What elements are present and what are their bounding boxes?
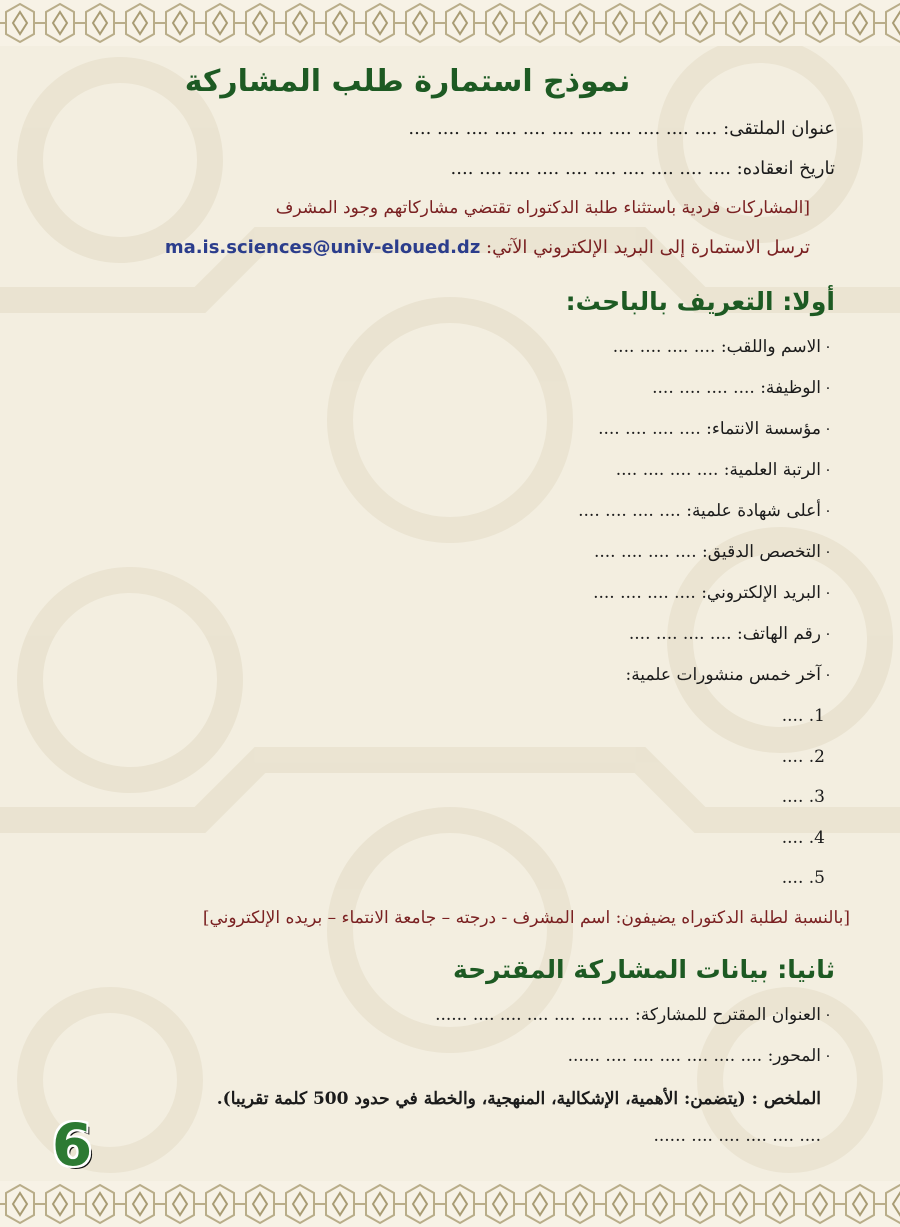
send-email-line (40, 227, 835, 269)
form-field-item (40, 491, 835, 532)
top-ornament-border (0, 0, 900, 46)
field-label: أعلى شهادة علمية: (686, 501, 821, 521)
bullet-icon: · (825, 1007, 831, 1024)
field-dots: .... .... .... .... .... .... .... .... .... .... .... (408, 118, 718, 139)
bullet-icon: · (825, 586, 831, 602)
bullet-icon: · (825, 340, 831, 356)
page-number: 6 (51, 1111, 93, 1179)
field-dots: .... .... .... .... .... .... ...... (567, 1045, 763, 1066)
email-link[interactable]: ma.is.sciences@univ-eloued.dz (164, 237, 481, 258)
form-field-item (40, 995, 835, 1036)
bullet-icon: · (825, 504, 831, 520)
publications-list (40, 696, 835, 899)
field-label: العنوان المقترح للمشاركة: (635, 1004, 821, 1025)
bullet-icon: · (825, 381, 831, 397)
phd-students-note: [بالنسبة لطلبة الدكتوراه يضيفون: اسم المشرف - درجته – جامعة الانتماء – بريده الإلكتروني] (202, 907, 850, 928)
bottom-ornament-border (0, 1181, 900, 1227)
section-proposal-heading: ثانيا: بيانات المشاركة المقترحة (452, 954, 835, 984)
field-dots: .... .... .... .... (612, 337, 716, 357)
field-dots: .... .... .... .... (593, 542, 697, 562)
field-dots: .... .... .... .... (593, 583, 696, 603)
bullet-icon: · (825, 545, 831, 561)
publication-item: 4. .... (781, 827, 825, 848)
field-label: آخر خمس منشورات علمية: (625, 665, 821, 685)
field-label: مؤسسة الانتماء: (706, 419, 821, 439)
email-instruction: ترسل الاستمارة إلى البريد الإلكتروني الآتي: (486, 237, 810, 258)
conference-date-field (40, 149, 835, 189)
field-label: الرتبة العلمية: (723, 460, 821, 480)
bullet-icon: · (825, 422, 831, 438)
bullet-icon: · (825, 1048, 831, 1065)
bullet-icon: · (825, 668, 831, 684)
section-researcher-heading: أولا: التعريف بالباحث: (565, 287, 835, 316)
form-content (40, 64, 850, 1164)
field-label: البريد الإلكتروني: (701, 583, 821, 603)
field-label: الاسم واللقب: (720, 337, 821, 357)
proposal-fields-list (40, 995, 835, 1077)
form-field-item (40, 573, 835, 614)
individual-participation-note: [المشاركات فردية باستثناء طلبة الدكتوراه تقتضي مشاركاتهم وجود المشرف (275, 198, 810, 218)
field-dots: .... .... .... .... (652, 378, 755, 398)
field-label: عنوان الملتقى: (723, 118, 835, 139)
form-field-item (40, 614, 835, 655)
field-dots: .... .... .... .... (598, 419, 701, 439)
field-dots: .... .... .... .... (628, 624, 732, 644)
form-field-item (40, 1036, 835, 1077)
publication-item: 3. .... (781, 787, 825, 807)
page-title: نموذج استمارة طلب المشاركة (184, 64, 631, 99)
publication-item: 2. .... (781, 746, 825, 767)
form-field-item (40, 327, 835, 368)
publication-item: 1. .... (781, 706, 825, 726)
form-field-item (40, 368, 835, 409)
field-dots: .... .... .... .... .... .... .... .... .... .... (450, 158, 731, 179)
summary-dots: .... .... .... .... .... ...... (653, 1125, 821, 1146)
form-field-item (40, 655, 835, 696)
publication-item: 5. .... (781, 868, 825, 888)
researcher-fields-list (40, 327, 835, 696)
form-field-item (40, 409, 835, 450)
field-dots: .... .... .... .... (615, 460, 719, 480)
field-label: المحور: (767, 1045, 821, 1066)
bullet-icon: · (825, 627, 831, 643)
summary-label: الملخص : (يتضمن: الأهمية، الإشكالية، المنهجية، والخطة في حدود 500 كلمة تقريبا). (216, 1088, 821, 1109)
field-dots: .... .... .... .... .... .... ...... (435, 1004, 630, 1025)
field-label: الوظيفة: (760, 378, 821, 398)
form-field-item (40, 532, 835, 573)
field-label: التخصص الدقيق: (702, 542, 821, 562)
field-label: رقم الهاتف: (736, 624, 821, 644)
bullet-icon: · (825, 463, 831, 479)
field-dots: .... .... .... .... (578, 501, 681, 521)
conference-title-field (40, 109, 835, 149)
form-field-item (40, 450, 835, 491)
field-label: تاريخ انعقاده: (736, 158, 835, 179)
